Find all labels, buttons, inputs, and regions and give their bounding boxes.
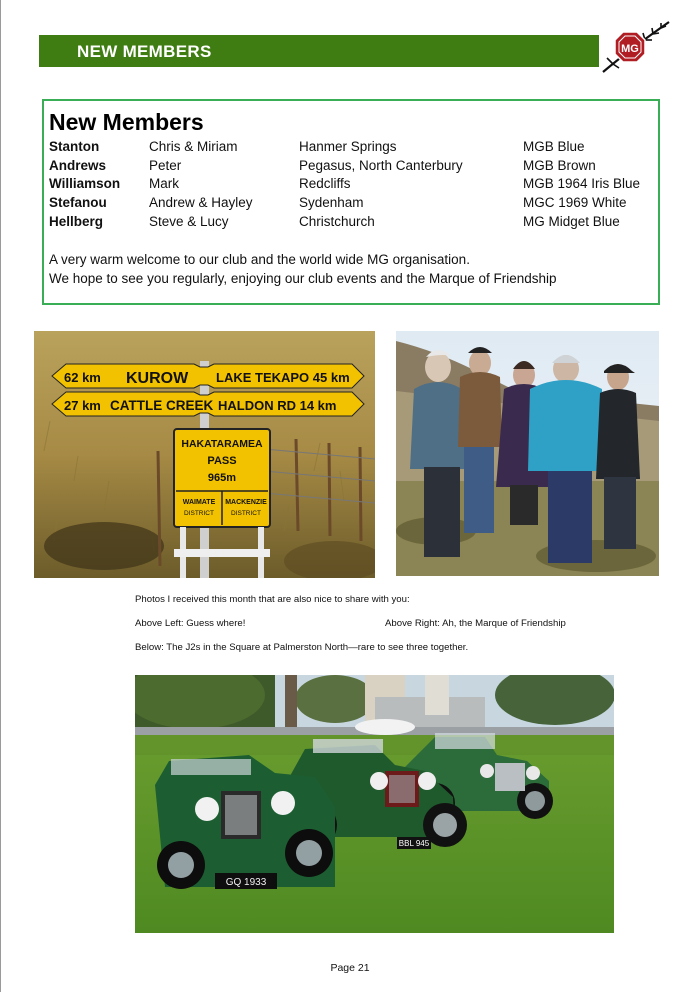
member-first-names: Andrew & Hayley [149,195,253,211]
sign-destination: LAKE TEKAPO 45 km [216,370,350,385]
welcome-line: A very warm welcome to our club and the world wide MG organisation. [49,252,470,267]
photo-caption-right: Above Right: Ah, the Marque of Friendship [385,618,566,629]
member-car: MGC 1969 White [523,195,627,211]
member-car: MGB Brown [523,157,596,173]
road-sign-photo [34,331,375,578]
sign-destination: HALDON RD 14 km [218,398,337,413]
section-header-title: NEW MEMBERS [77,42,212,61]
pass-name: HAKATARAMEA [181,438,263,450]
member-car: MGB Blue [523,139,585,154]
member-car: MGB 1964 Iris Blue [523,176,641,192]
district-name: MACKENZIE [225,499,267,506]
photo-caption-intro: Photos I received this month that are also nice to share with you: [135,594,410,605]
sign-destination: KUROW [126,370,189,387]
license-plate: BBL 945 [398,839,430,848]
welcome-message [49,250,557,288]
district-name: WAIMATE [182,499,216,506]
section-header-band [39,35,599,67]
member-location: Sydenham [299,195,364,211]
sign-destination: CATTLE CREEK [110,398,214,413]
members-table [49,139,649,232]
member-location: Pegasus, North Canterbury [299,157,463,173]
member-row [49,195,649,214]
member-row [49,176,649,195]
member-location: Redcliffs [299,176,351,192]
new-members-heading: New Members [49,109,204,135]
pass-elevation: 965m [207,472,237,484]
member-surname: Stanton [49,139,100,154]
member-row [49,139,649,158]
member-surname: Andrews [49,157,107,173]
mg-j2-cars-photo [135,675,614,933]
mg-fern-logo-icon [599,18,673,76]
member-first-names: Steve & Lucy [149,213,229,229]
photo-caption-left: Above Left: Guess where! [135,618,246,629]
photo-caption-below: Below: The J2s in the Square at Palmerston North—rare to see three together. [135,642,469,653]
member-row [49,158,649,177]
group-photo [396,331,659,576]
member-surname: Stefanou [49,195,107,211]
member-car: MG Midget Blue [523,213,620,229]
member-surname: Williamson [49,176,121,192]
member-location: Hanmer Springs [299,139,397,154]
member-surname: Hellberg [49,213,104,229]
sign-distance: 27 km [64,398,101,413]
sign-distance: 62 km [64,370,101,385]
pass-label: PASS [207,455,237,467]
license-plate: GQ 1933 [225,877,267,888]
member-first-names: Chris & Miriam [149,139,238,154]
new-members-box [42,99,660,305]
district-label: DISTRICT [231,510,261,517]
logo-text: MG [621,43,639,55]
page-number: Page 21 [330,962,370,974]
member-first-names: Mark [149,176,179,192]
welcome-line: We hope to see you regularly, enjoying our club events and the Marque of Friendship [49,271,557,286]
member-first-names: Peter [149,157,182,173]
district-label: DISTRICT [184,510,214,517]
member-row [49,214,649,233]
member-location: Christchurch [299,213,375,229]
